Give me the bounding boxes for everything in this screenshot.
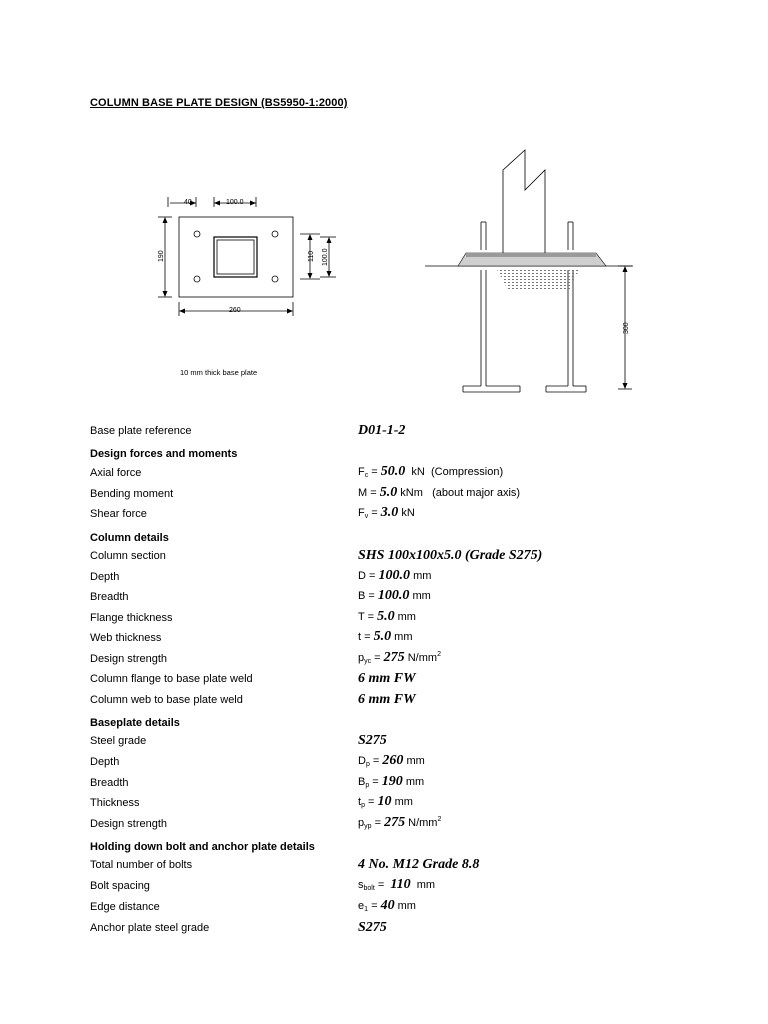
row-column-depth — [0, 566, 768, 586]
flange-weld-label: Column flange to base plate weld — [90, 673, 253, 685]
row-flange-weld — [0, 668, 768, 688]
plate-thickness-unit: mm — [394, 796, 413, 808]
plate-strength-subscript: yp — [364, 823, 372, 830]
plate-strength-superscript: 2 — [437, 816, 442, 823]
row-plate-strength — [0, 813, 768, 833]
plate-strength-unit: N/mm — [408, 817, 438, 829]
col-breadth-label: Breadth — [90, 591, 129, 603]
axial-symbol: F — [358, 466, 365, 478]
plate-depth-symbol: D — [358, 755, 366, 767]
flange-value: 5.0 — [377, 609, 395, 624]
col-breadth-value: 100.0 — [377, 588, 410, 603]
plate-breadth-unit: mm — [405, 776, 425, 788]
total-bolts-value: 4 No. M12 Grade 8.8 — [358, 857, 480, 872]
equals-sign: = — [368, 466, 381, 478]
shear-value-group — [358, 505, 415, 521]
edge-distance-value-group — [358, 898, 416, 914]
baseplate-heading: Baseplate details — [90, 717, 180, 729]
row-column-breadth — [0, 586, 768, 606]
plate-thickness-label: Thickness — [90, 797, 140, 809]
row-steel-grade — [0, 730, 768, 750]
section-value: SHS 100x100x5.0 (Grade S275) — [358, 548, 543, 563]
col-breadth-symbol: B — [358, 590, 366, 602]
row-column-strength — [0, 648, 768, 668]
web-value: 5.0 — [373, 629, 392, 644]
grade-value: S275 — [358, 733, 387, 748]
equals-sign: = — [368, 900, 381, 912]
edge-distance-value: 40 — [380, 898, 395, 913]
plan-caption: 10 mm thick base plate — [180, 368, 258, 377]
axial-note: (Compression) — [430, 466, 504, 478]
row-flange-thickness — [0, 607, 768, 627]
col-strength-value-group — [358, 650, 441, 666]
equals-sign: = — [369, 755, 383, 767]
heading-bolts — [0, 836, 768, 856]
reference-label: Base plate reference — [90, 425, 192, 437]
moment-symbol: M — [358, 487, 368, 499]
col-depth-label: Depth — [90, 571, 120, 583]
bolt-spacing-subscript: bolt — [363, 885, 375, 892]
plate-strength-symbol: p — [358, 817, 365, 829]
flange-unit: mm — [397, 611, 416, 623]
bolts-heading: Holding down bolt and anchor plate details — [90, 841, 315, 853]
plate-thickness-subscript: p — [361, 802, 365, 809]
web-value-group — [358, 629, 413, 645]
arrow-icon — [623, 266, 628, 272]
row-bolt-spacing — [0, 875, 768, 895]
column-heading: Column details — [90, 532, 169, 544]
row-plate-depth — [0, 751, 768, 771]
equals-sign: = — [368, 507, 381, 519]
equals-sign: = — [361, 631, 374, 643]
dim-col-height-label: 100.0 — [322, 248, 329, 266]
equals-sign: = — [365, 590, 378, 602]
web-label: Web thickness — [90, 632, 162, 644]
edge-distance-label: Edge distance — [90, 901, 160, 913]
plate-breadth-value: 190 — [381, 774, 403, 789]
row-column-section — [0, 545, 768, 565]
axial-value-group — [358, 464, 503, 480]
equals-sign: = — [365, 570, 379, 582]
row-axial-force — [0, 462, 768, 482]
col-strength-subscript: yc — [364, 658, 372, 665]
bolt-spacing-value: 110 — [390, 877, 411, 892]
plate-depth-value-group — [358, 753, 425, 769]
equals-sign: = — [369, 776, 382, 788]
arrow-icon — [623, 383, 628, 389]
bolt-spacing-value-group — [358, 877, 435, 893]
plate-depth-label: Depth — [90, 756, 120, 768]
col-depth-value-group — [358, 568, 431, 584]
equals-sign: = — [364, 611, 378, 623]
section-label: Column section — [90, 550, 166, 562]
row-shear-force — [0, 503, 768, 523]
row-total-bolts — [0, 854, 768, 874]
web-symbol: t — [358, 631, 362, 643]
edge-distance-unit: mm — [397, 900, 416, 912]
shear-symbol: F — [358, 507, 365, 519]
row-plate-breadth — [0, 772, 768, 792]
flange-weld-value: 6 mm FW — [358, 671, 416, 686]
plate-thickness-value: 10 — [377, 794, 392, 809]
row-edge-distance — [0, 896, 768, 916]
shear-label: Shear force — [90, 508, 147, 520]
shear-subscript: v — [364, 513, 369, 520]
plate-breadth-symbol: B — [358, 776, 366, 788]
moment-note: (about major axis) — [432, 487, 521, 499]
col-strength-unit: N/mm — [407, 652, 438, 664]
moment-label: Bending moment — [90, 488, 174, 500]
axial-subscript: c — [364, 472, 369, 479]
col-strength-value: 275 — [383, 650, 405, 665]
axial-unit: kN — [411, 466, 425, 478]
plate-strength-value: 275 — [384, 815, 406, 830]
shear-unit: kN — [401, 507, 415, 519]
plate-breadth-label: Breadth — [90, 777, 129, 789]
heading-column — [0, 527, 768, 547]
anchor-grade-value: S275 — [358, 920, 387, 935]
equals-sign: = — [374, 879, 388, 891]
total-bolts-label: Total number of bolts — [90, 859, 193, 871]
dim-edge-label: 40 — [184, 199, 192, 206]
col-depth-value: 100.0 — [378, 568, 410, 583]
moment-value-group — [358, 485, 520, 501]
grade-label: Steel grade — [90, 735, 147, 747]
dim-plate-height-label: 190 — [158, 250, 165, 262]
bolt-spacing-symbol: s — [358, 879, 364, 891]
web-unit: mm — [394, 631, 413, 643]
edge-distance-symbol: e — [358, 900, 365, 912]
flange-symbol: T — [358, 611, 365, 623]
plate-breadth-subscript: p — [365, 782, 370, 789]
plate-depth-value: 260 — [382, 753, 404, 768]
axial-value: 50.0 — [380, 464, 406, 479]
bolt-spacing-label: Bolt spacing — [90, 880, 150, 892]
row-reference — [0, 420, 768, 440]
shear-value: 3.0 — [380, 505, 399, 520]
document-title: COLUMN BASE PLATE DESIGN (BS5950-1:2000) — [90, 97, 348, 109]
dim-bolt-spacing-label: 110 — [308, 250, 315, 262]
col-strength-symbol: p — [358, 652, 365, 664]
axial-label: Axial force — [90, 467, 142, 479]
web-weld-label: Column web to base plate weld — [90, 694, 243, 706]
row-anchor-grade — [0, 917, 768, 937]
dim-embed-label: 300 — [623, 322, 630, 334]
dim-col-width-label: 100.0 — [226, 199, 244, 206]
row-web-weld — [0, 689, 768, 709]
anchor-grade-label: Anchor plate steel grade — [90, 922, 210, 934]
col-strength-superscript: 2 — [437, 651, 441, 658]
plate-depth-subscript: p — [365, 761, 370, 768]
moment-unit: kNm — [400, 487, 423, 499]
equals-sign: = — [371, 652, 384, 664]
plate-strength-value-group — [358, 815, 441, 831]
equals-sign: = — [364, 796, 378, 808]
plate-thickness-symbol: t — [358, 796, 362, 808]
flange-value-group — [358, 609, 416, 625]
reference-value: D01-1-2 — [358, 423, 406, 438]
plate-breadth-value-group — [358, 774, 424, 790]
web-weld-value: 6 mm FW — [358, 692, 416, 707]
equals-sign: = — [367, 487, 380, 499]
flange-label: Flange thickness — [90, 612, 173, 624]
dim-plate-length-label: 260 — [229, 307, 241, 314]
edge-distance-subscript: 1 — [364, 906, 369, 913]
forces-heading: Design forces and moments — [90, 448, 238, 460]
plate-depth-unit: mm — [406, 755, 425, 767]
col-strength-label: Design strength — [90, 653, 168, 665]
moment-value: 5.0 — [379, 485, 398, 500]
row-web-thickness — [0, 627, 768, 647]
row-bending-moment — [0, 483, 768, 503]
heading-baseplate — [0, 712, 768, 732]
col-breadth-unit: mm — [412, 590, 431, 602]
plate-strength-label: Design strength — [90, 818, 168, 830]
plate-thickness-value-group — [358, 794, 413, 810]
col-depth-symbol: D — [358, 570, 366, 582]
bolt-spacing-unit: mm — [416, 879, 436, 891]
col-depth-unit: mm — [413, 570, 432, 582]
row-plate-thickness — [0, 792, 768, 812]
heading-forces — [0, 443, 768, 463]
equals-sign: = — [371, 817, 385, 829]
col-breadth-value-group — [358, 588, 431, 604]
